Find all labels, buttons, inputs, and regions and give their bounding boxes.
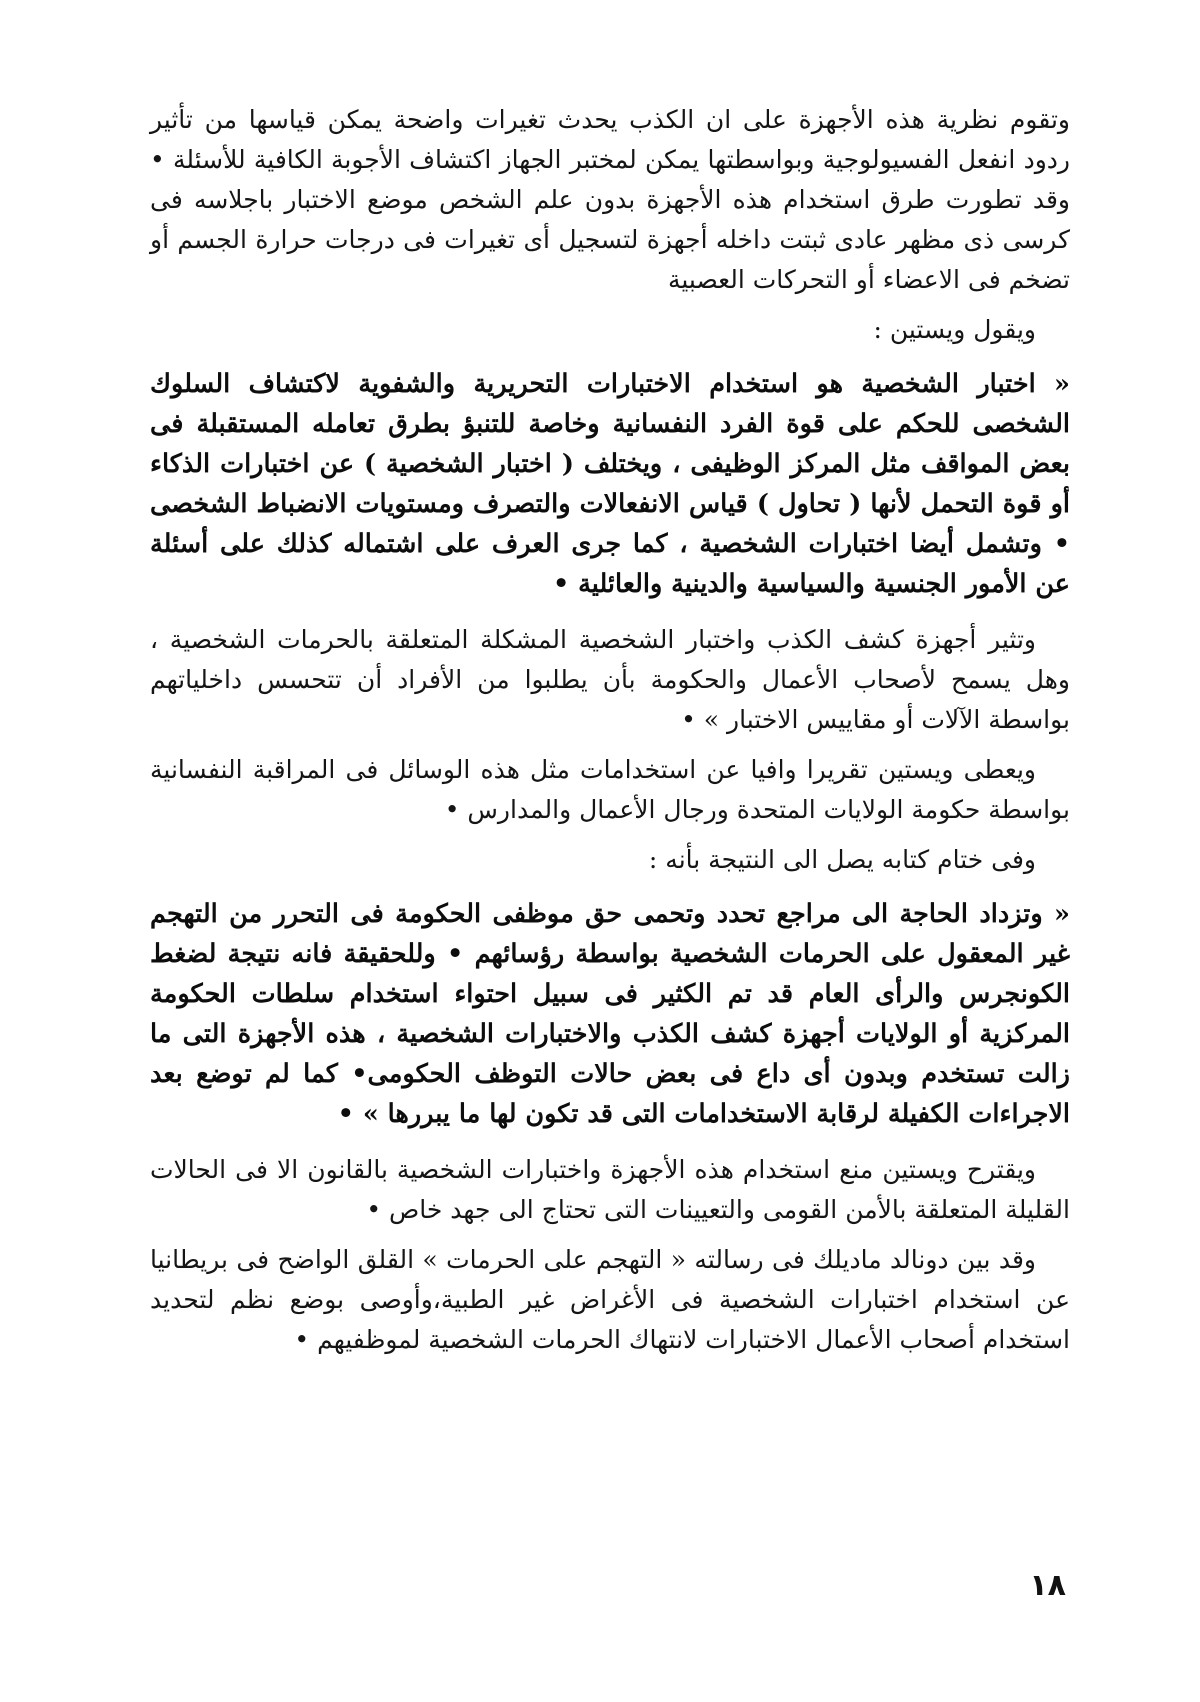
page-number: ١٨ (1029, 1568, 1066, 1603)
paragraph-westin-report: ويعطى ويستين تقريرا وافيا عن استخدامات مثل هذه الوسائل فى المراقبة النفسانية بواسطة حكومة الولايات المتحدة ورجال الأعمال والمدارس • (150, 755, 1070, 824)
quote-government-employees: « وتزداد الحاجة الى مراجع تحدد وتحمى حق موظفى الحكومة فى التحرر من التهجم غير المعقول على الحرمات الشخصية بواسطة رؤسائهم • وللحقيقة فانه نتيجة لضغط الكونجرس والرأى العام قد تم الكثير فى سبيل احتواء استخدام سلطات الحكومة المركزية أو الولايات أجهزة كشف الكذب والاختبارات الشخصية ، هذه الأجهزة التى ما زالت تستخدم وبدون أى داع فى بعض حالات التوظف الحكومى• كما لم توضع بعد الاجراءات الكفيلة لرقابة الاستخدامات التى قد تكون لها ما يبررها » • (150, 899, 1070, 1129)
paragraph-westin-says: ويقول ويستين : (873, 315, 1036, 344)
paragraph-privacy-problem: وتثير أجهزة كشف الكذب واختبار الشخصية المشكلة المتعلقة بالحرمات الشخصية ، وهل يسمح لأصحاب الأعمال والحكومة بأن يطلبوا من الأفراد أن تتحسس داخلياتهم بواسطة الآلات أو مقاييس الاختبار » • (150, 625, 1070, 734)
page-body (150, 100, 1070, 1370)
paragraph-conclusion-intro: وفى ختام كتابه يصل الى النتيجة بأنه : (648, 845, 1036, 874)
paragraph-westin-proposal: ويقترح ويستين منع استخدام هذه الأجهزة واختبارات الشخصية بالقانون الا فى الحالات القليلة المتعلقة بالأمن القومى والتعيينات التى تحتاج الى جهد خاص • (150, 1155, 1070, 1224)
paragraph-polygraph-theory: وتقوم نظرية هذه الأجهزة على ان الكذب يحدث تغيرات واضحة يمكن قياسها من تأثير ردود انفعل الفسيولوجية وبواسطتها يمكن لمختبر الجهاز اكتشاف الأجوبة الكافية للأسئلة • وقد تطورت طرق استخدام هذه الأجهزة بدون علم الشخص موضع الاختبار باجلاسه فى كرسى ذى مظهر عادى ثبتت داخله أجهزة لتسجيل أى تغيرات فى درجات حرارة الجسم أو تضخم فى الاعضاء أو التحركات العصبية (150, 105, 1070, 294)
paragraph-madgwick: وقد بين دونالد ماديلك فى رسالته « التهجم على الحرمات » القلق الواضح فى بريطانيا عن استخدام اختبارات الشخصية فى الأغراض غير الطبية،وأوصى بوضع نظم لتحديد استخدام أصحاب الأعمال الاختبارات لانتهاك الحرمات الشخصية لموظفيهم • (150, 1245, 1070, 1354)
quote-personality-test: « اختبار الشخصية هو استخدام الاختبارات التحريرية والشفوية لاكتشاف السلوك الشخصى للحكم على قوة الفرد النفسانية وخاصة للتنبؤ بطرق تعامله المستقبلة فى بعض المواقف مثل المركز الوظيفى ، ويختلف ( اختبار الشخصية ) عن اختبارات الذكاء أو قوة التحمل لأنها ( تحاول ) قياس الانفعالات والتصرف ومستويات الانضباط الشخصى • وتشمل أيضا اختبارات الشخصية ، كما جرى العرف على اشتماله كذلك على أسئلة عن الأمور الجنسية والسياسية والدينية والعائلية • (150, 369, 1070, 599)
